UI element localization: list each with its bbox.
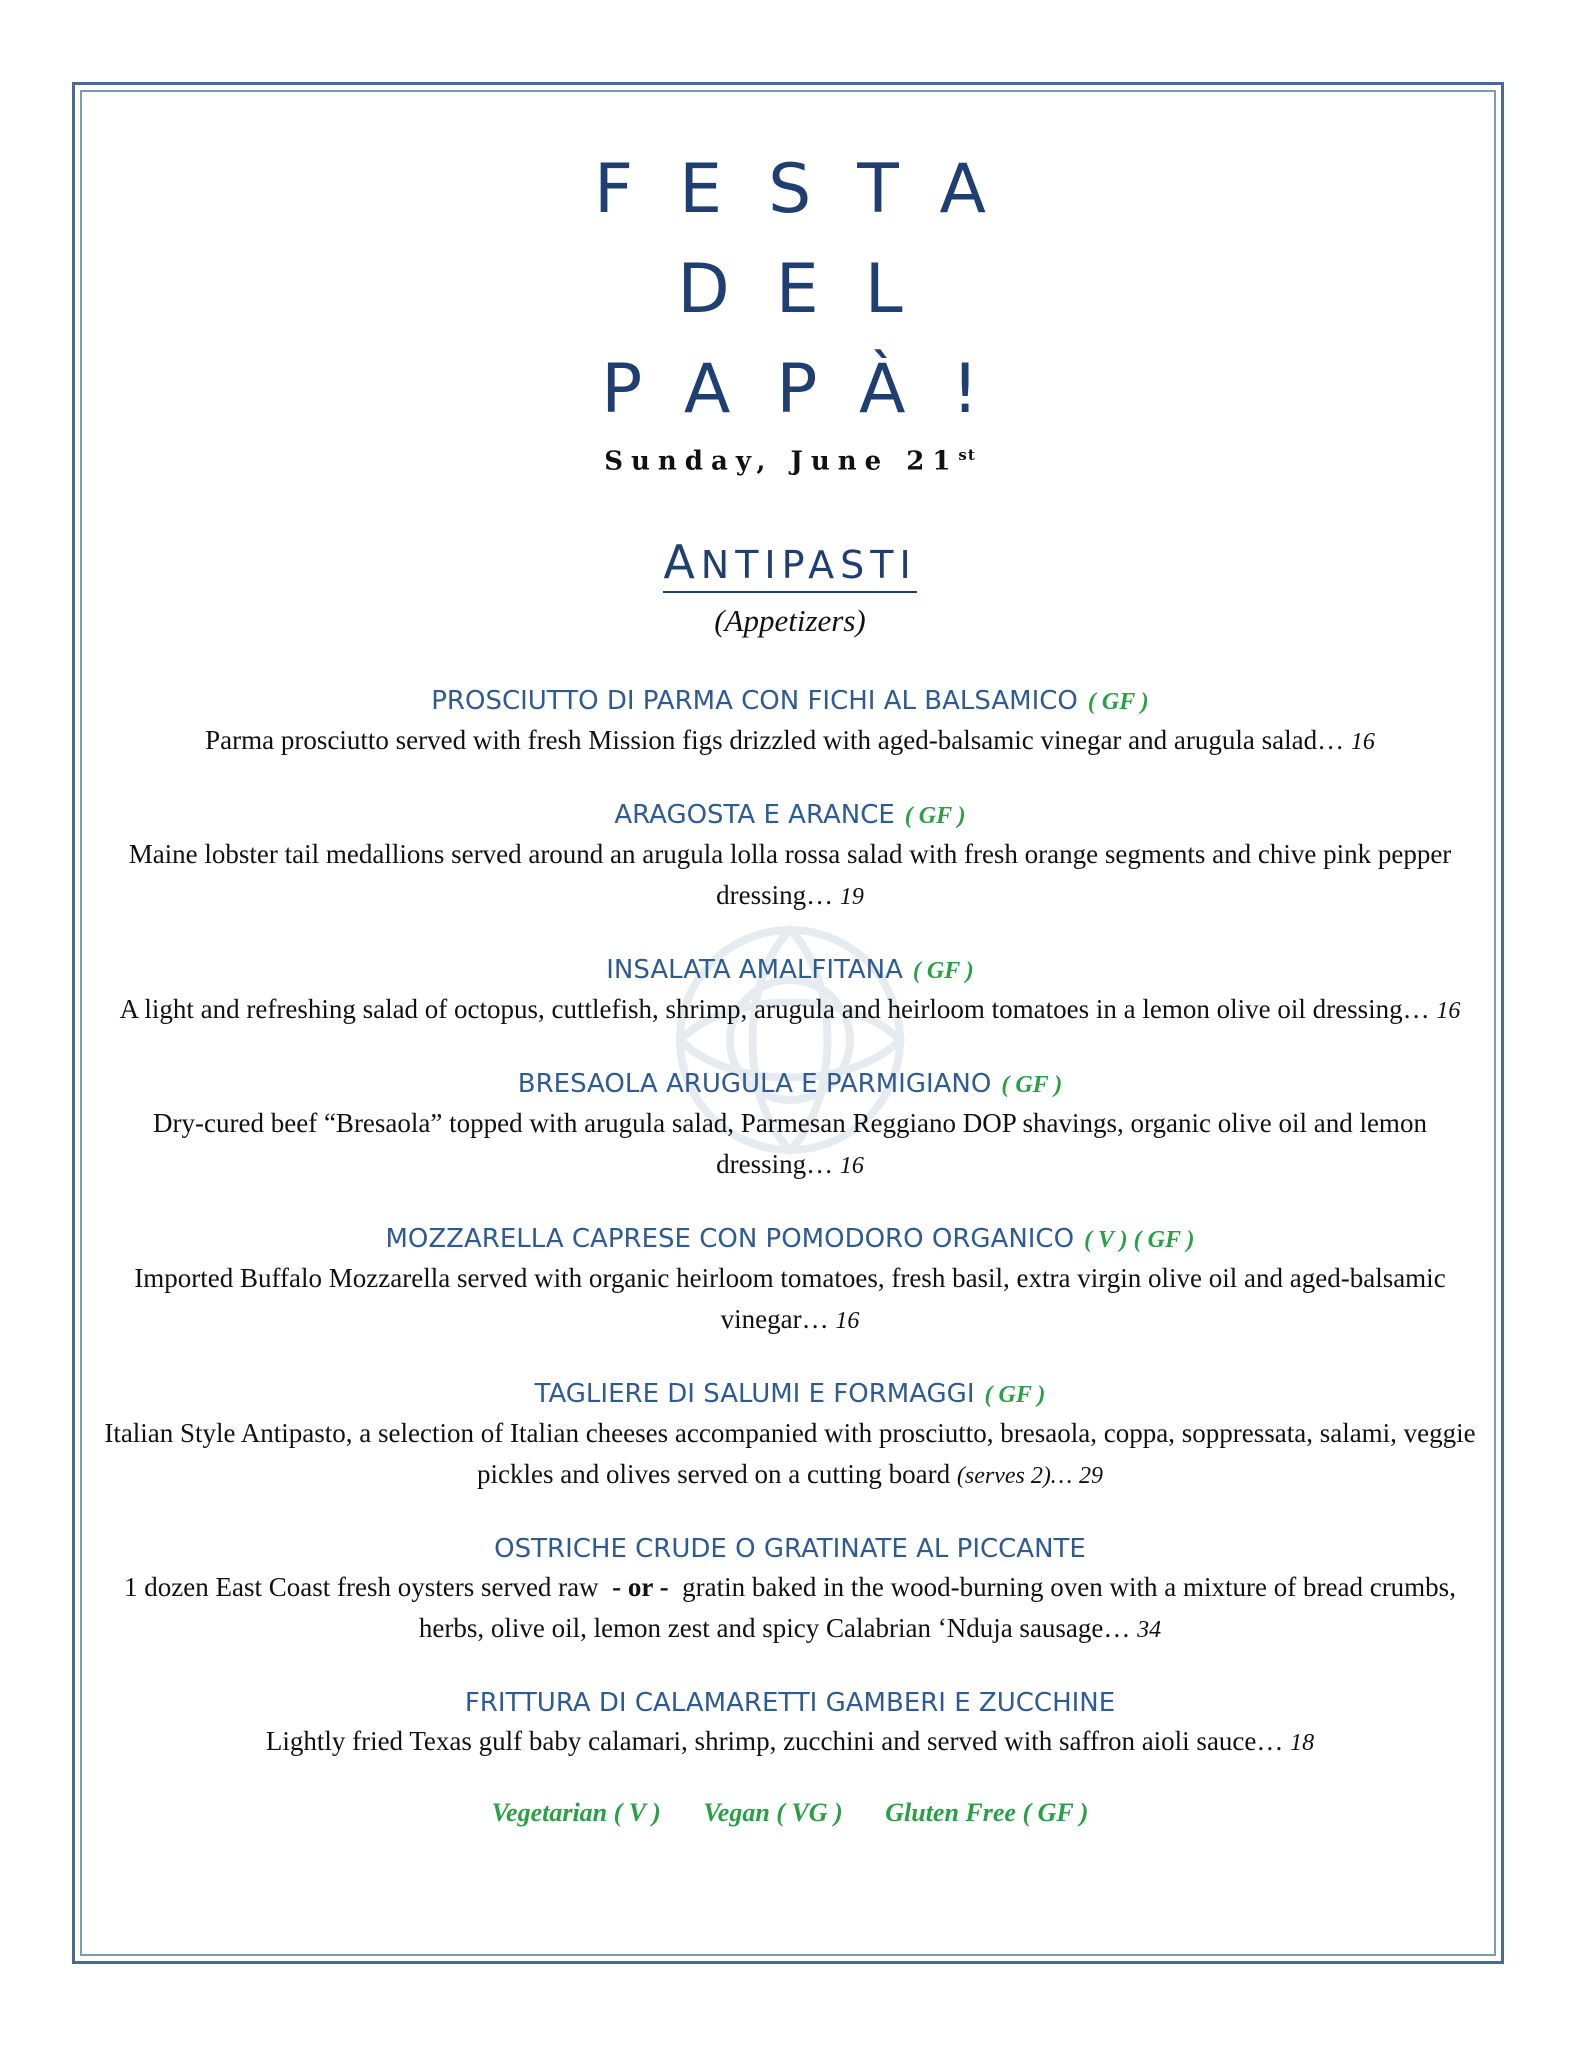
menu-content xyxy=(90,140,1490,1828)
menu-item xyxy=(90,683,1490,763)
item-description-start: 1 dozen East Coast fresh oysters served raw xyxy=(124,1571,599,1602)
diet-tag: ( GF ) xyxy=(904,802,966,829)
item-name: BRESAOLA ARUGULA E PARMIGIANO xyxy=(517,1068,992,1099)
menu-item xyxy=(90,952,1490,1032)
menu-item xyxy=(90,1685,1490,1764)
diet-tag: ( GF ) xyxy=(1001,1071,1063,1098)
event-date-text: Sunday, June 21 xyxy=(604,446,959,477)
item-price: 16 xyxy=(1436,997,1461,1024)
diet-tag: ( GF ) xyxy=(1087,688,1149,715)
item-description: Italian Style Antipasto, a selection of Italian cheeses accompanied with prosciutto, bresaola, coppa, soppressata, salami, veggie pickles and olives served on a cutting board xyxy=(104,1417,1476,1489)
menu-item xyxy=(90,797,1490,918)
legend-vegan: Vegan ( VG ) xyxy=(703,1797,843,1827)
item-description: gratin baked in the wood-burning oven with a mixture of bread crumbs, herbs, olive oil, lemon zest and spicy Calabrian ‘Nduja sausage… xyxy=(418,1571,1456,1643)
item-name: ARAGOSTA E ARANCE xyxy=(614,799,895,830)
item-price: 19 xyxy=(839,883,864,910)
item-serving-note: (serves 2)… xyxy=(956,1462,1073,1489)
item-name: OSTRICHE CRUDE O GRATINATE AL PICCANTE xyxy=(494,1533,1086,1564)
menu-item xyxy=(90,1531,1490,1651)
item-name: TAGLIERE DI SALUMI E FORMAGGI xyxy=(534,1378,975,1409)
item-price: 16 xyxy=(1350,728,1375,755)
item-description: Maine lobster tail medallions served around an arugula lolla rossa salad with fresh orange segments and chive pink pepper dressing… xyxy=(128,838,1452,910)
item-name: INSALATA AMALFITANA xyxy=(606,954,903,985)
item-description: Lightly fried Texas gulf baby calamari, shrimp, zucchini and served with saffron aioli sauce… xyxy=(265,1725,1284,1756)
menu-items xyxy=(90,683,1490,1764)
item-name: MOZZARELLA CAPRESE CON POMODORO ORGANICO xyxy=(385,1223,1075,1254)
item-description: A light and refreshing salad of octopus, cuttlefish, shrimp, arugula and heirloom tomatoes in a lemon olive oil dressing… xyxy=(119,993,1430,1024)
item-price: 34 xyxy=(1137,1616,1162,1643)
item-price: 29 xyxy=(1078,1462,1103,1489)
diet-tag: ( GF ) xyxy=(912,957,974,984)
section-title xyxy=(663,535,916,593)
section-title-rest: NTIPASTI xyxy=(700,542,917,587)
menu-item xyxy=(90,1376,1490,1497)
menu-item xyxy=(90,1221,1490,1342)
item-or-separator: - or - xyxy=(612,1571,669,1602)
item-description: Dry-cured beef “Bresaola” topped with arugula salad, Parmesan Reggiano DOP shavings, organic olive oil and lemon dressing… xyxy=(153,1107,1427,1179)
diet-tag: ( V ) ( GF ) xyxy=(1084,1226,1195,1253)
legend-gluten-free: Gluten Free ( GF ) xyxy=(885,1797,1089,1827)
diet-tag: ( GF ) xyxy=(984,1381,1046,1408)
menu-item xyxy=(90,1066,1490,1187)
title-line-2: DEL xyxy=(677,250,949,329)
title-line-1: FESTA xyxy=(593,150,1033,229)
item-price: 16 xyxy=(835,1307,860,1334)
title-line-3: PAPÀ! xyxy=(601,350,1025,429)
item-description: Imported Buffalo Mozzarella served with organic heirloom tomatoes, fresh basil, extra virgin olive oil and aged-balsamic vinegar… xyxy=(134,1262,1446,1334)
legend-vegetarian: Vegetarian ( V ) xyxy=(491,1797,661,1827)
event-date xyxy=(90,446,1490,477)
item-name: PROSCIUTTO DI PARMA CON FICHI AL BALSAMICO xyxy=(431,685,1078,716)
item-description: Parma prosciutto served with fresh Mission figs drizzled with aged-balsamic vinegar and arugula salad… xyxy=(205,724,1345,755)
item-name: FRITTURA DI CALAMARETTI GAMBERI E ZUCCHINE xyxy=(464,1687,1116,1718)
item-price: 18 xyxy=(1290,1729,1315,1756)
event-date-suffix: st xyxy=(958,446,976,464)
diet-legend xyxy=(90,1798,1490,1828)
section-subtitle: (Appetizers) xyxy=(714,602,866,638)
item-price: 16 xyxy=(839,1152,864,1179)
section-title-cap: A xyxy=(663,534,701,589)
